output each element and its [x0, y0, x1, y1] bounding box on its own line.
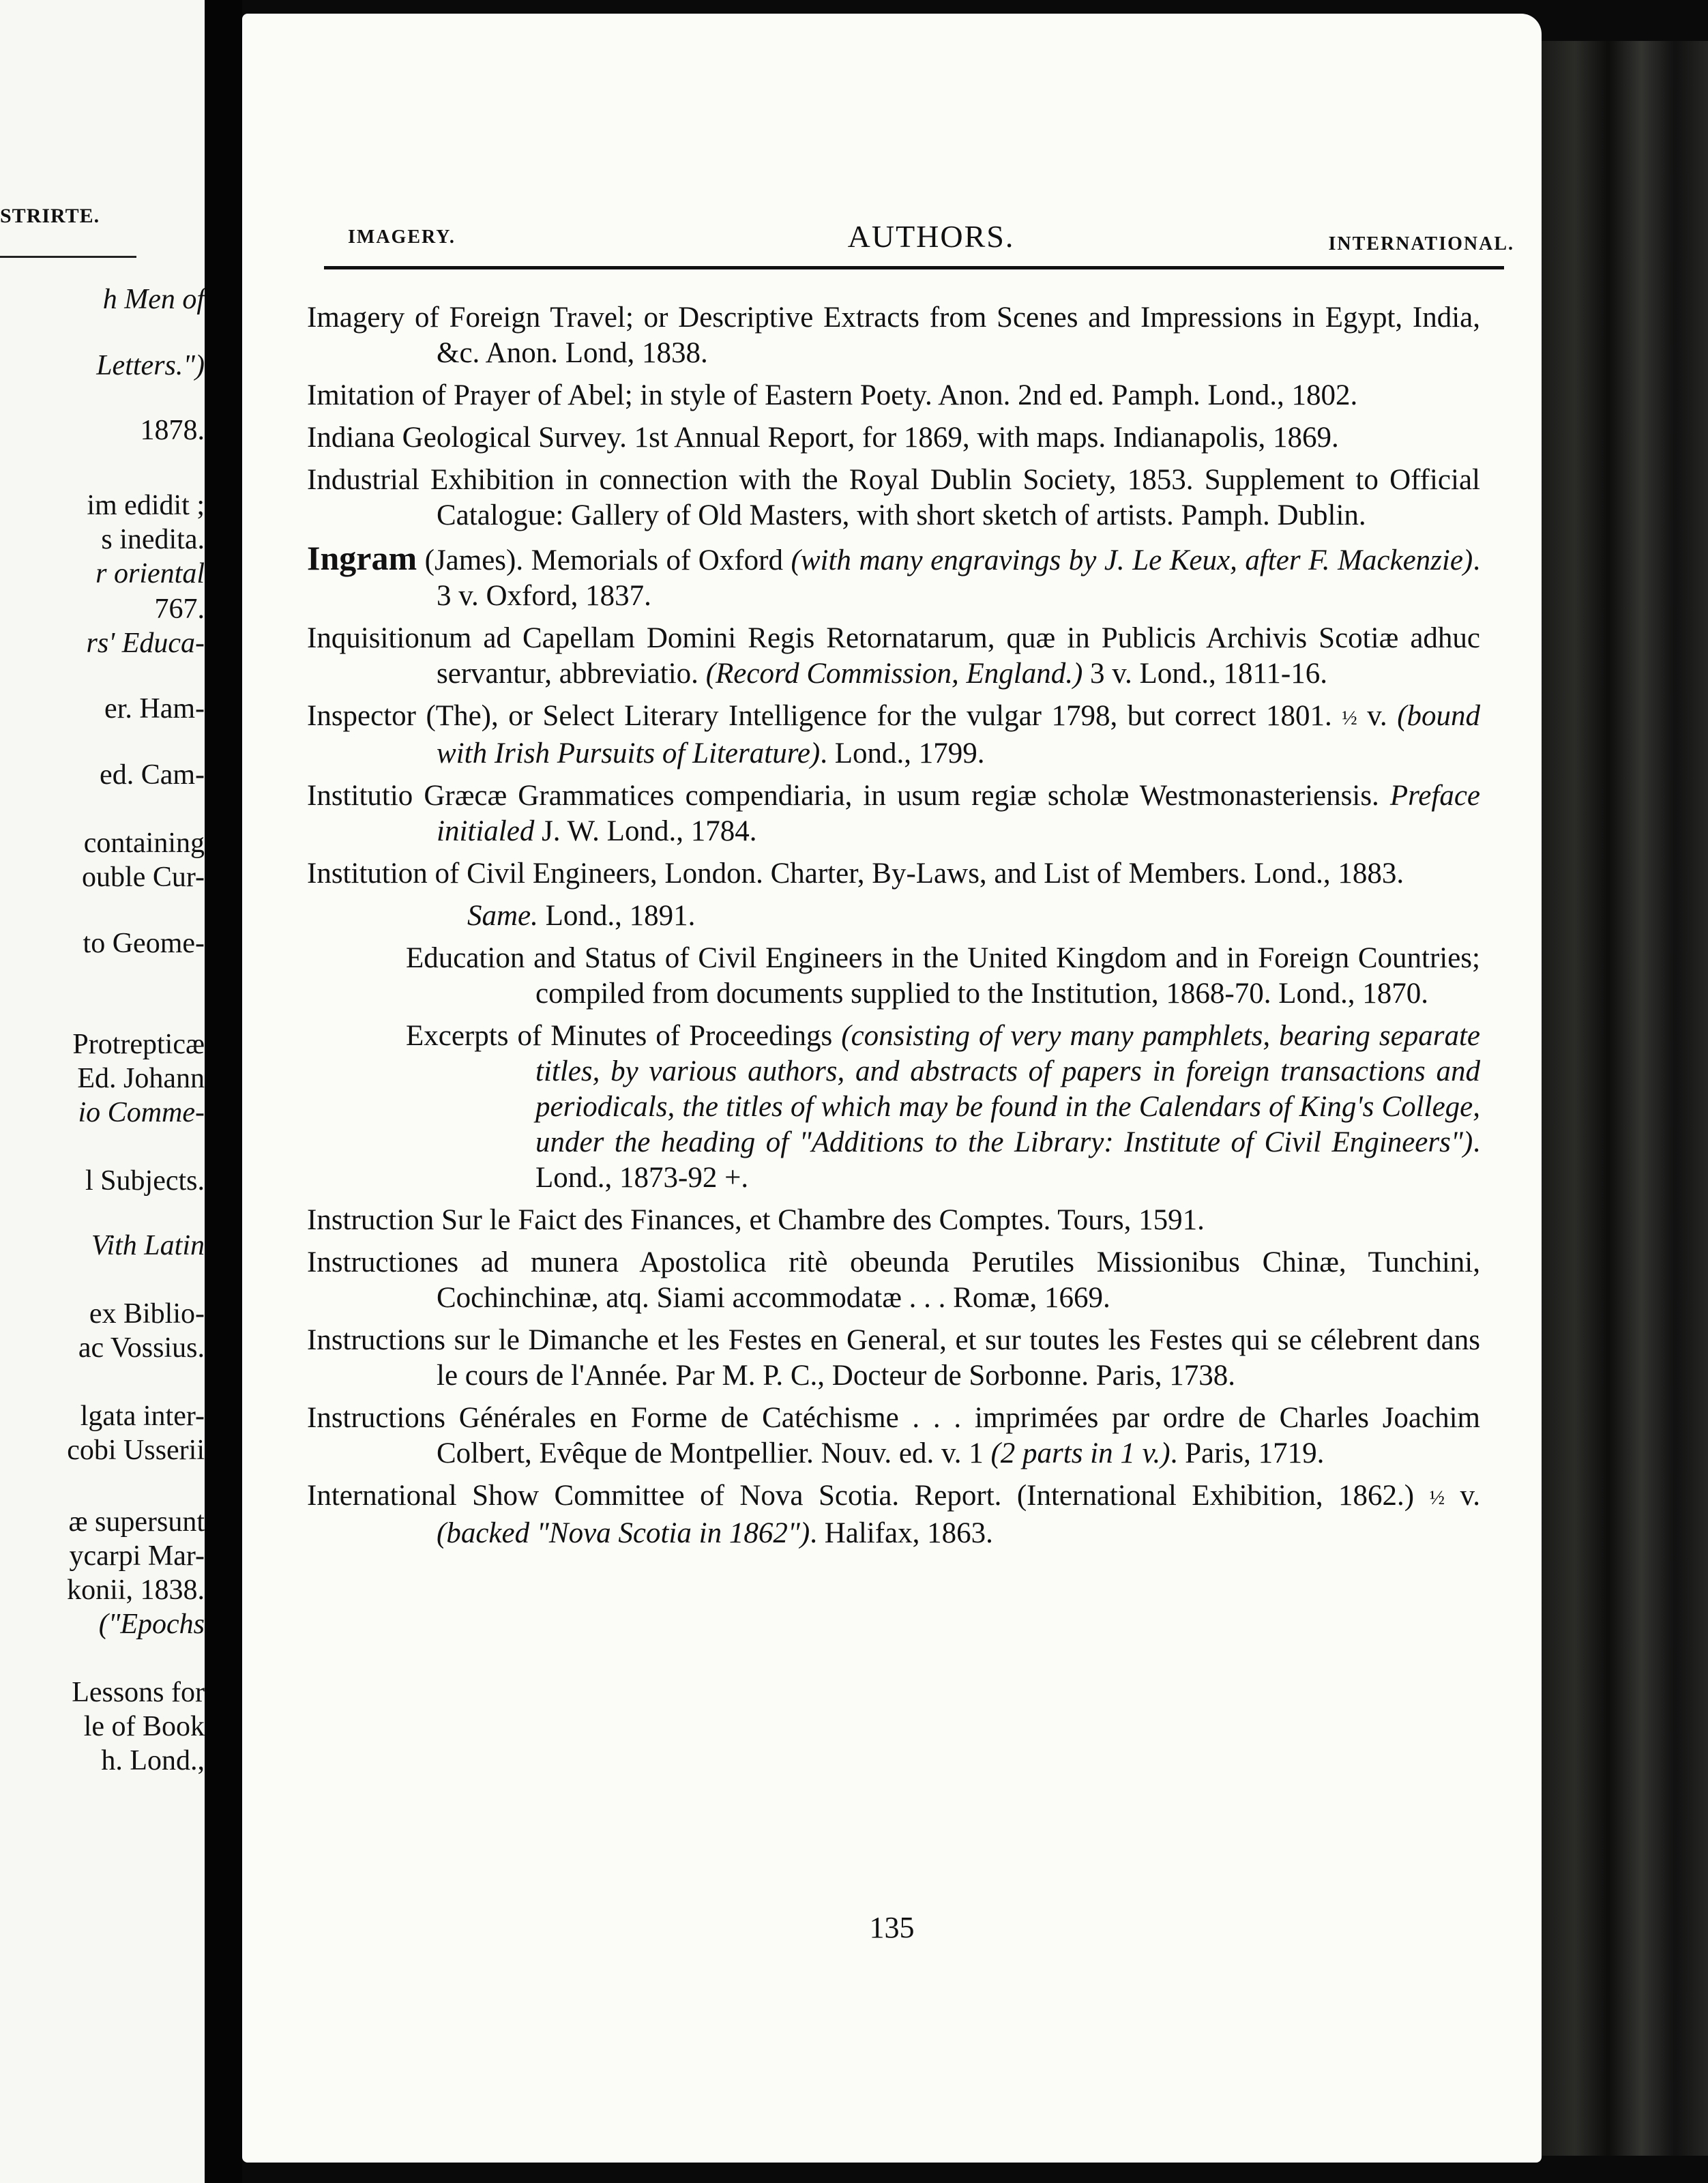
entry-text: (James). Memorials of Oxford [417, 544, 791, 576]
entry-text: Institutio Græcæ Grammatices compendiaria, in usum regiæ scholæ Westmonasteriensis. [307, 780, 1390, 812]
left-header-rule [0, 256, 136, 258]
left-page-fragment: ycarpi Mar- [69, 1540, 205, 1572]
left-page-fragment: containing [83, 827, 205, 859]
left-page-fragment: r oriental [95, 558, 205, 589]
left-page-fragment: ed. Cam- [100, 759, 205, 791]
catalogue-subentry [467, 898, 1480, 934]
header-left-catchword: IMAGERY. [348, 226, 456, 248]
left-page-fragment: ac Vossius. [78, 1332, 205, 1364]
catalogue-entry [307, 300, 1480, 371]
italic-note: (with many engravings by J. Le Keux, after F. Mackenzie) [791, 544, 1473, 576]
entry-text: Imagery of Foreign Travel; or Descriptive Extracts from Scenes and Impressions in Egypt, India, &c. Anon. Lond, 1838. [307, 302, 1480, 369]
left-page-fragment: ("Epochs [98, 1609, 205, 1640]
left-page-fragment: ex Biblio- [89, 1298, 205, 1330]
left-page-fragment: er. Ham- [104, 693, 205, 724]
entry-text: Inspector (The), or Select Literary Intelligence for the vulgar 1798, but correct 1801. [307, 700, 1342, 732]
left-page-fragment: im edidit ; [87, 490, 205, 521]
entry-text: . Halifax, 1863. [810, 1517, 993, 1550]
entry-text: Education and Status of Civil Engineers in the United Kingdom and in Foreign Countries; compiled from documents supplied to the Institution, 1868-70. Lond., 1870. [406, 942, 1480, 1010]
catalogue-entry [307, 699, 1480, 772]
catalogue-entry [307, 463, 1480, 533]
catalogue-subentry [406, 941, 1480, 1012]
entry-text: International Show Committee of Nova Scotia. Report. (International Exhibition, 1862.) [307, 1480, 1430, 1512]
left-page-fragment: konii, 1838. [67, 1574, 205, 1606]
catalogue-entry [307, 778, 1480, 849]
header-title: AUTHORS. [847, 219, 1015, 254]
catalogue-entry [307, 1323, 1480, 1394]
catalogue-entry [307, 1401, 1480, 1471]
left-page-fragment: ouble Cur- [82, 862, 205, 893]
author-heading: Ingram [307, 539, 417, 577]
left-page-fragment: h. Lond., [101, 1745, 205, 1776]
entry-text: Instructiones ad munera Apostolica ritè obeunda Perutiles Missionibus Chinæ, Tunchini, Cochinchinæ, atq. Siami accommodatæ . . . Romæ, 1669. [307, 1246, 1480, 1315]
entry-text: Indiana Geological Survey. 1st Annual Report, for 1869, with maps. Indianapolis, 1869. [307, 422, 1339, 454]
facing-page-left [0, 0, 205, 2183]
header-rule [324, 266, 1504, 269]
left-page-fragment: le of Book [83, 1711, 205, 1742]
entry-text: Instruction Sur le Faict des Finances, et Chambre des Comptes. Tours, 1591. [307, 1204, 1205, 1237]
entry-text: . Lond., 1799. [820, 737, 985, 770]
left-page-fragment: rs' Educa- [86, 628, 205, 659]
page-header [348, 218, 1514, 259]
left-page-fragment: Vith Latin [91, 1230, 205, 1261]
entry-text: v. [1445, 1480, 1480, 1512]
entry-text: . Lond., 1873-92 +. [535, 1126, 1480, 1195]
book-gutter [205, 0, 242, 2183]
catalogue-entry [307, 1203, 1480, 1238]
left-running-head: STRIRTE. [0, 205, 100, 227]
catalogue-entry [307, 420, 1480, 456]
left-page-fragment: io Comme- [78, 1097, 205, 1128]
entry-text: Instructions sur le Dimanche et les Festes en General, et sur toutes les Festes qui se célebrent dans le cours de l'Année. Par M. P. C., Docteur de Sorbonne. Paris, 1738. [307, 1324, 1480, 1392]
entry-text: 3 v. Lond., 1811-16. [1083, 658, 1327, 690]
italic-note: (consisting of very many pamphlets, bearing separate titles, by various authors, and abstracts of papers in foreign transactions and periodicals, the titles of which may be found in the Calendars of King's College, under the heading of "Additions to the Library: Institute of Civil Engineers") [535, 1020, 1480, 1159]
page-block-edge [1542, 41, 1708, 2156]
italic-note: Preface initialed [437, 780, 1480, 848]
italic-note: (Record Commission, England.) [705, 658, 1083, 690]
entry-text: Instructions Générales en Forme de Catéchisme . . . imprimées par ordre de Charles Joachim Colbert, Evêque de Montpellier. Nouv. ed. v. 1 [307, 1402, 1480, 1470]
catalogue-entry [307, 1478, 1480, 1551]
entry-text: Industrial Exhibition in connection with the Royal Dublin Society, 1853. Supplement to Official Catalogue: Gallery of Old Masters, with short sketch of artists. Pamph. Dublin. [307, 464, 1480, 531]
left-page-fragment: lgata inter- [80, 1401, 205, 1432]
left-page-fragment: l Subjects. [85, 1165, 205, 1197]
catalogue-entry [307, 540, 1480, 614]
left-page-fragment: Protrepticæ [72, 1029, 205, 1060]
left-page-fragment: 1878. [140, 415, 205, 446]
fraction-glyph: ½ [1342, 707, 1357, 730]
header-right-catchword: INTERNATIONAL. [1328, 233, 1514, 254]
left-page-fragment: to Geome- [83, 928, 205, 959]
catalogue-entry [307, 1245, 1480, 1316]
entry-text: v. [1357, 700, 1398, 732]
italic-note: (2 parts in 1 v.) [990, 1437, 1170, 1470]
left-page-fragment: Letters.") [96, 350, 205, 381]
catalogue-entry [307, 378, 1480, 413]
entry-text: Excerpts of Minutes of Proceedings [406, 1020, 842, 1053]
catalogue-entries [307, 300, 1480, 1558]
entry-text: Institution of Civil Engineers, London. Charter, By-Laws, and List of Members. Lond., 1883. [307, 858, 1404, 890]
entry-text: Imitation of Prayer of Abel; in style of Eastern Poety. Anon. 2nd ed. Pamph. Lond., 1802. [307, 379, 1358, 411]
italic-note: Same. [467, 900, 538, 933]
fraction-glyph: ½ [1429, 1486, 1445, 1510]
entry-text: Inquisitionum ad Capellam Domini Regis Retornatarum, quæ in Publicis Archivis Scotiæ adhuc servantur, abbreviatio. [307, 622, 1480, 690]
entry-text: . Paris, 1719. [1170, 1437, 1325, 1470]
italic-note: (backed "Nova Scotia in 1862") [437, 1517, 810, 1550]
left-page-fragment: æ supersunt [68, 1506, 205, 1538]
left-page-fragment: 767. [154, 594, 205, 625]
left-page-fragment: cobi Usserii [67, 1435, 205, 1466]
entry-text: J. W. Lond., 1784. [534, 815, 757, 848]
italic-note: (bound with Irish Pursuits of Literature) [437, 700, 1481, 770]
entry-text: Lond., 1891. [538, 900, 696, 933]
catalogue-entry [307, 621, 1480, 692]
left-page-fragment: Ed. Johann [77, 1063, 205, 1094]
main-page [242, 14, 1542, 2163]
left-page-fragment: h Men of [102, 284, 205, 315]
left-page-fragment: s inedita. [101, 524, 205, 555]
page-number: 135 [869, 1911, 915, 1944]
entry-text: . 3 v. Oxford, 1837. [437, 544, 1480, 612]
catalogue-entry [307, 856, 1480, 892]
left-page-fragment: Lessons for [72, 1677, 205, 1708]
catalogue-subentry [406, 1019, 1480, 1196]
